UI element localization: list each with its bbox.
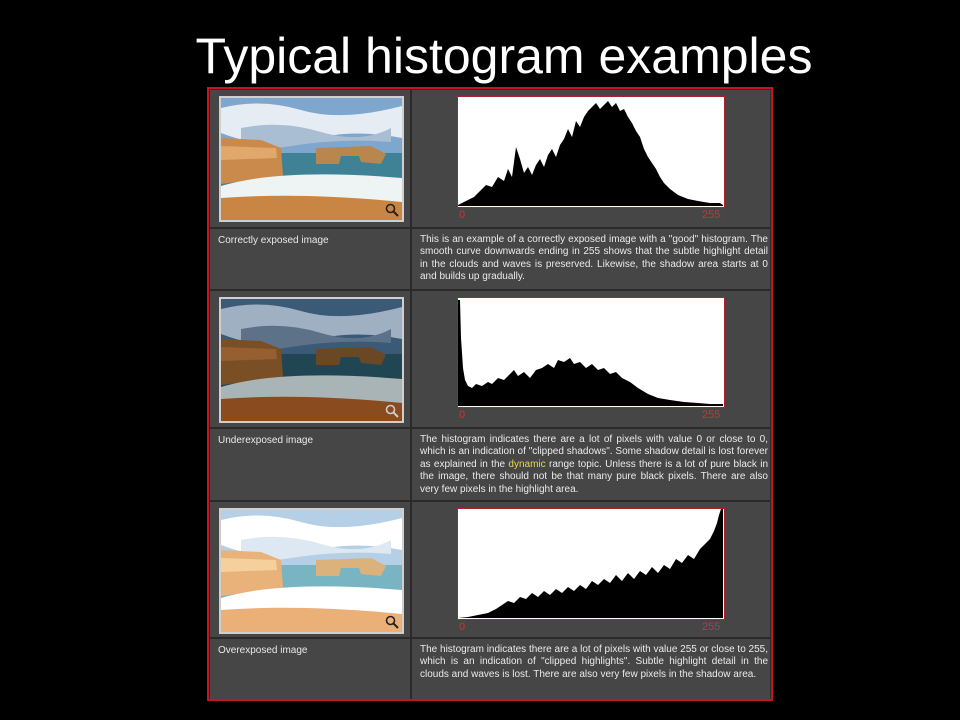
label-cell (209, 228, 411, 290)
magnifier-icon (385, 615, 399, 629)
description-text: range topic. Unless there is a lot of pure black in the image, there should not be that many pure black pixels. There are also very few pixels in the highlight area. (420, 458, 769, 495)
description-text: The histogram indicates there are a lot of pixels with value 0 or close to 0, which is an indication of "clipped shadows". Some shadow detail is lost forever as explained in the (420, 434, 768, 470)
histogram-cell (411, 89, 771, 228)
tick-max: 255 (702, 621, 721, 633)
histogram-cell (411, 290, 771, 428)
histogram-under (457, 297, 725, 408)
photo-cell (209, 89, 411, 228)
example-description (420, 434, 768, 496)
dynamic-range-link[interactable]: dynamic (508, 458, 546, 470)
example-description: The histogram indicates there are a lot of pixels with value 255 or close to 255, which is an indication of "clipped highlights". Subtle highlight detail in the clouds and waves is lost. There are also very few pixels in the shadow area. (420, 644, 768, 680)
over-photo[interactable] (219, 508, 404, 634)
label-cell (209, 428, 411, 501)
histogram-over (457, 508, 725, 620)
description-cell (411, 228, 771, 290)
photo-cell (209, 501, 411, 638)
histogram-table (207, 87, 773, 701)
tick-min: 0 (459, 621, 466, 633)
example-label: Overexposed image (218, 645, 308, 656)
tick-max: 255 (702, 209, 721, 221)
tick-min: 0 (459, 209, 466, 221)
example-label: Correctly exposed image (218, 235, 329, 246)
example-label: Underexposed image (218, 435, 314, 446)
tick-max: 255 (702, 409, 721, 421)
description-cell (411, 428, 771, 501)
description-cell (411, 638, 771, 701)
photo-cell (209, 290, 411, 428)
magnifier-icon (385, 404, 399, 418)
tick-min: 0 (459, 409, 466, 421)
under-photo[interactable] (219, 297, 404, 423)
slide-title: Typical histogram examples (195, 28, 813, 84)
label-cell (209, 638, 411, 701)
histogram-cell (411, 501, 771, 638)
magnifier-icon (385, 203, 399, 217)
example-description: This is an example of a correctly exposed image with a "good" histogram. The smooth curve downwards ending in 255 shows that the subtle highlight detail in the clouds and waves is preserved. Likewise, the shadow area starts at 0 and builds up gradually. (420, 234, 768, 283)
correct-photo[interactable] (219, 96, 404, 222)
histogram-correct (457, 96, 725, 208)
